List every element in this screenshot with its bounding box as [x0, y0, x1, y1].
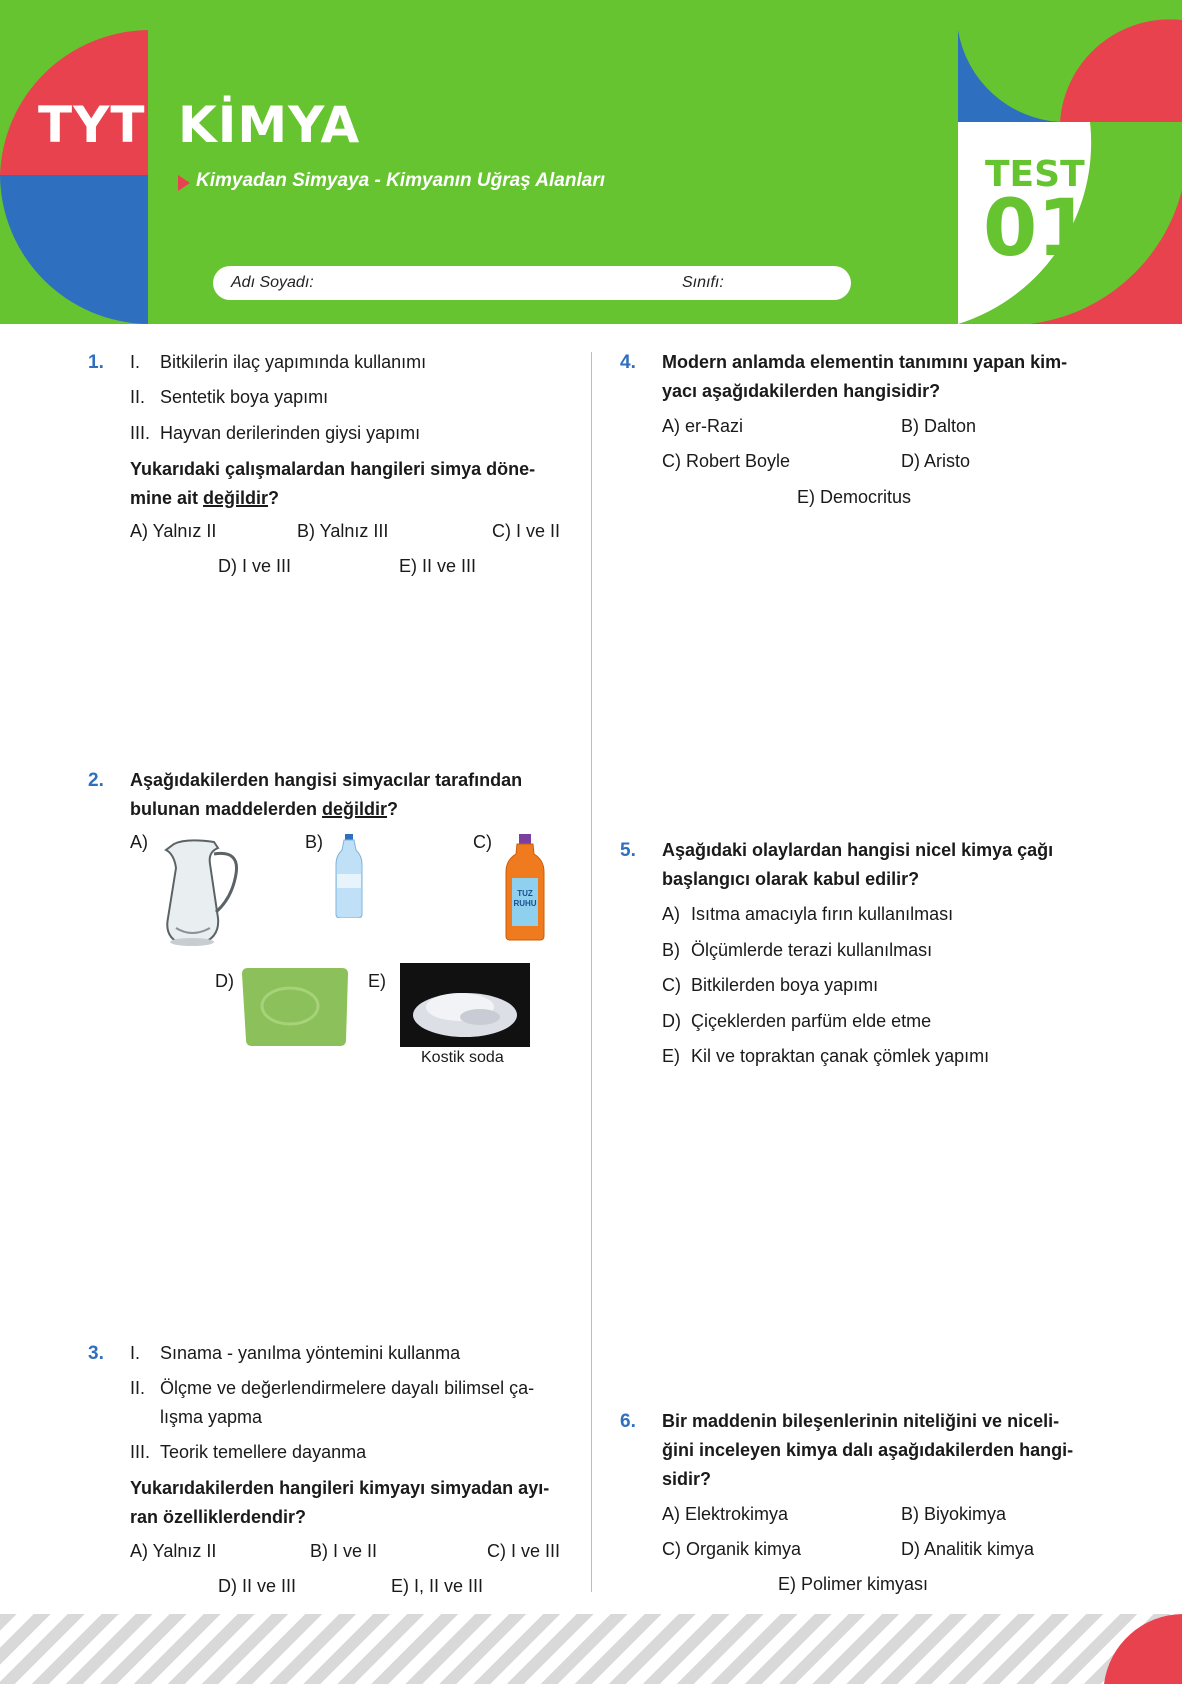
question-stem: Yukarıdaki çalışmalardan hangileri simya döne- [130, 459, 536, 479]
option-d[interactable]: D) I ve III [218, 556, 292, 576]
question-number: 4. [620, 352, 636, 373]
option-b[interactable]: B) Biyokimya [901, 1504, 1007, 1524]
subtitle-arrow-icon [178, 175, 190, 191]
option-b-label[interactable]: B) [305, 832, 323, 852]
option-d[interactable]: Çiçeklerden parfüm elde etme [691, 1011, 932, 1031]
test-number: 01 [983, 184, 1092, 274]
footer-red-corner [1100, 1610, 1182, 1684]
option-a[interactable]: A) Yalnız II [130, 1541, 217, 1561]
option-d-label[interactable]: D) [215, 971, 234, 991]
option-letter[interactable]: E) [662, 1046, 680, 1066]
option-a[interactable]: A) Elektrokimya [662, 1504, 789, 1524]
statement-text: Sınama - yanılma yöntemini kullanma [160, 1343, 461, 1363]
question-stem-line2: bulunan maddelerden değildir? [130, 799, 399, 819]
green-soap-image[interactable] [238, 964, 352, 1050]
option-a[interactable]: A) er-Razi [662, 416, 744, 436]
name-label: Adı Soyadı: [231, 274, 314, 291]
roman-label: I. [130, 1343, 141, 1363]
statement-text: Sentetik boya yapımı [160, 387, 329, 407]
option-e[interactable]: E) I, II ve III [391, 1576, 484, 1596]
roman-label: II. [130, 1378, 146, 1398]
question-stem-line2: ğini inceleyen kimya dalı aşağıdakilerden hangi- [662, 1440, 1074, 1460]
option-c[interactable]: C) Robert Boyle [662, 451, 791, 471]
roman-label: III. [130, 1442, 151, 1462]
question-number: 2. [88, 770, 104, 791]
question-stem: Aşağıdakilerden hangisi simyacılar tarafından [130, 770, 523, 790]
image-caption: Kostik soda [421, 1049, 504, 1066]
water-bottle-image[interactable] [334, 834, 364, 918]
option-c-label[interactable]: C) [473, 832, 492, 852]
option-c[interactable]: C) I ve III [487, 1541, 561, 1561]
option-b[interactable]: B) I ve II [310, 1541, 378, 1561]
footer-stripe [0, 1614, 1182, 1684]
question-number: 1. [88, 352, 104, 373]
option-c[interactable]: C) I ve II [492, 521, 561, 541]
column-divider [591, 352, 592, 1592]
option-c[interactable]: Bitkilerden boya yapımı [691, 975, 879, 995]
statement-text-cont: lışma yapma [160, 1407, 263, 1427]
option-a[interactable]: A) Yalnız II [130, 521, 217, 541]
left-blue-quarter [0, 175, 148, 324]
option-letter[interactable]: B) [662, 940, 680, 960]
option-d[interactable]: D) II ve III [218, 1576, 297, 1596]
caustic-soda-image[interactable] [400, 963, 530, 1047]
question-stem-line2: başlangıcı olarak kabul edilir? [662, 869, 920, 889]
question-stem: Modern anlamda elementin tanımını yapan kim- [662, 352, 1068, 372]
option-e[interactable]: E) Democritus [797, 487, 912, 507]
option-b[interactable]: B) Dalton [901, 416, 977, 436]
statement-text: Bitkilerin ilaç yapımında kullanımı [160, 352, 427, 372]
option-letter[interactable]: C) [662, 975, 681, 995]
option-e[interactable]: E) II ve III [399, 556, 477, 576]
question-stem-line3: sidir? [662, 1469, 712, 1489]
option-letter[interactable]: A) [662, 904, 680, 924]
option-e-label[interactable]: E) [368, 971, 386, 991]
bottle-label-text: TUZ [517, 889, 533, 898]
option-c[interactable]: C) Organik kimya [662, 1539, 802, 1559]
tuz-ruhu-bottle-image[interactable] [504, 834, 546, 942]
question-stem-line2: ran özelliklerdendir? [130, 1507, 307, 1527]
question-number: 5. [620, 840, 636, 861]
roman-label: III. [130, 423, 151, 443]
question-stem: Aşağıdaki olaylardan hangisi nicel kimya çağı [662, 840, 1054, 860]
roman-label: I. [130, 352, 141, 372]
exam-title: TYT [38, 96, 146, 154]
option-a-label[interactable]: A) [130, 832, 148, 852]
option-a[interactable]: Isıtma amacıyla fırın kullanılması [691, 904, 954, 924]
glass-pitcher-image[interactable] [156, 838, 242, 950]
roman-label: II. [130, 387, 146, 407]
topic-subtitle: Kimyadan Simyaya - Kimyanın Uğraş Alanları [196, 170, 606, 191]
test-label: TEST [985, 154, 1085, 195]
question-stem: Yukarıdakilerden hangileri kimyayı simyadan ayı- [130, 1478, 550, 1498]
statement-text: Teorik temellere dayanma [160, 1442, 367, 1462]
bottle-label-text: RUHU [513, 899, 537, 908]
subject-title: KİMYA [178, 96, 361, 154]
question-number: 6. [620, 1411, 636, 1432]
question-stem: Bir maddenin bileşenlerinin niteliğini ve niceli- [662, 1411, 1060, 1431]
option-e[interactable]: Kil ve topraktan çanak çömlek yapımı [691, 1046, 990, 1066]
question-stem-line2: yacı aşağıdakilerden hangisidir? [662, 381, 941, 401]
statement-text: Ölçme ve değerlendirmelere dayalı bilimsel ça- [160, 1378, 535, 1398]
option-b[interactable]: B) Yalnız III [297, 521, 389, 541]
question-number: 3. [88, 1343, 104, 1364]
option-e[interactable]: E) Polimer kimyası [778, 1574, 929, 1594]
option-d[interactable]: D) Aristo [901, 451, 971, 471]
option-d[interactable]: D) Analitik kimya [901, 1539, 1035, 1559]
option-letter[interactable]: D) [662, 1011, 681, 1031]
statement-text: Hayvan derilerinden giysi yapımı [160, 423, 421, 443]
class-label: Sınıfı: [682, 274, 724, 291]
option-b[interactable]: Ölçümlerde terazi kullanılması [691, 940, 933, 960]
question-stem-line2: mine ait değildir? [130, 488, 280, 508]
